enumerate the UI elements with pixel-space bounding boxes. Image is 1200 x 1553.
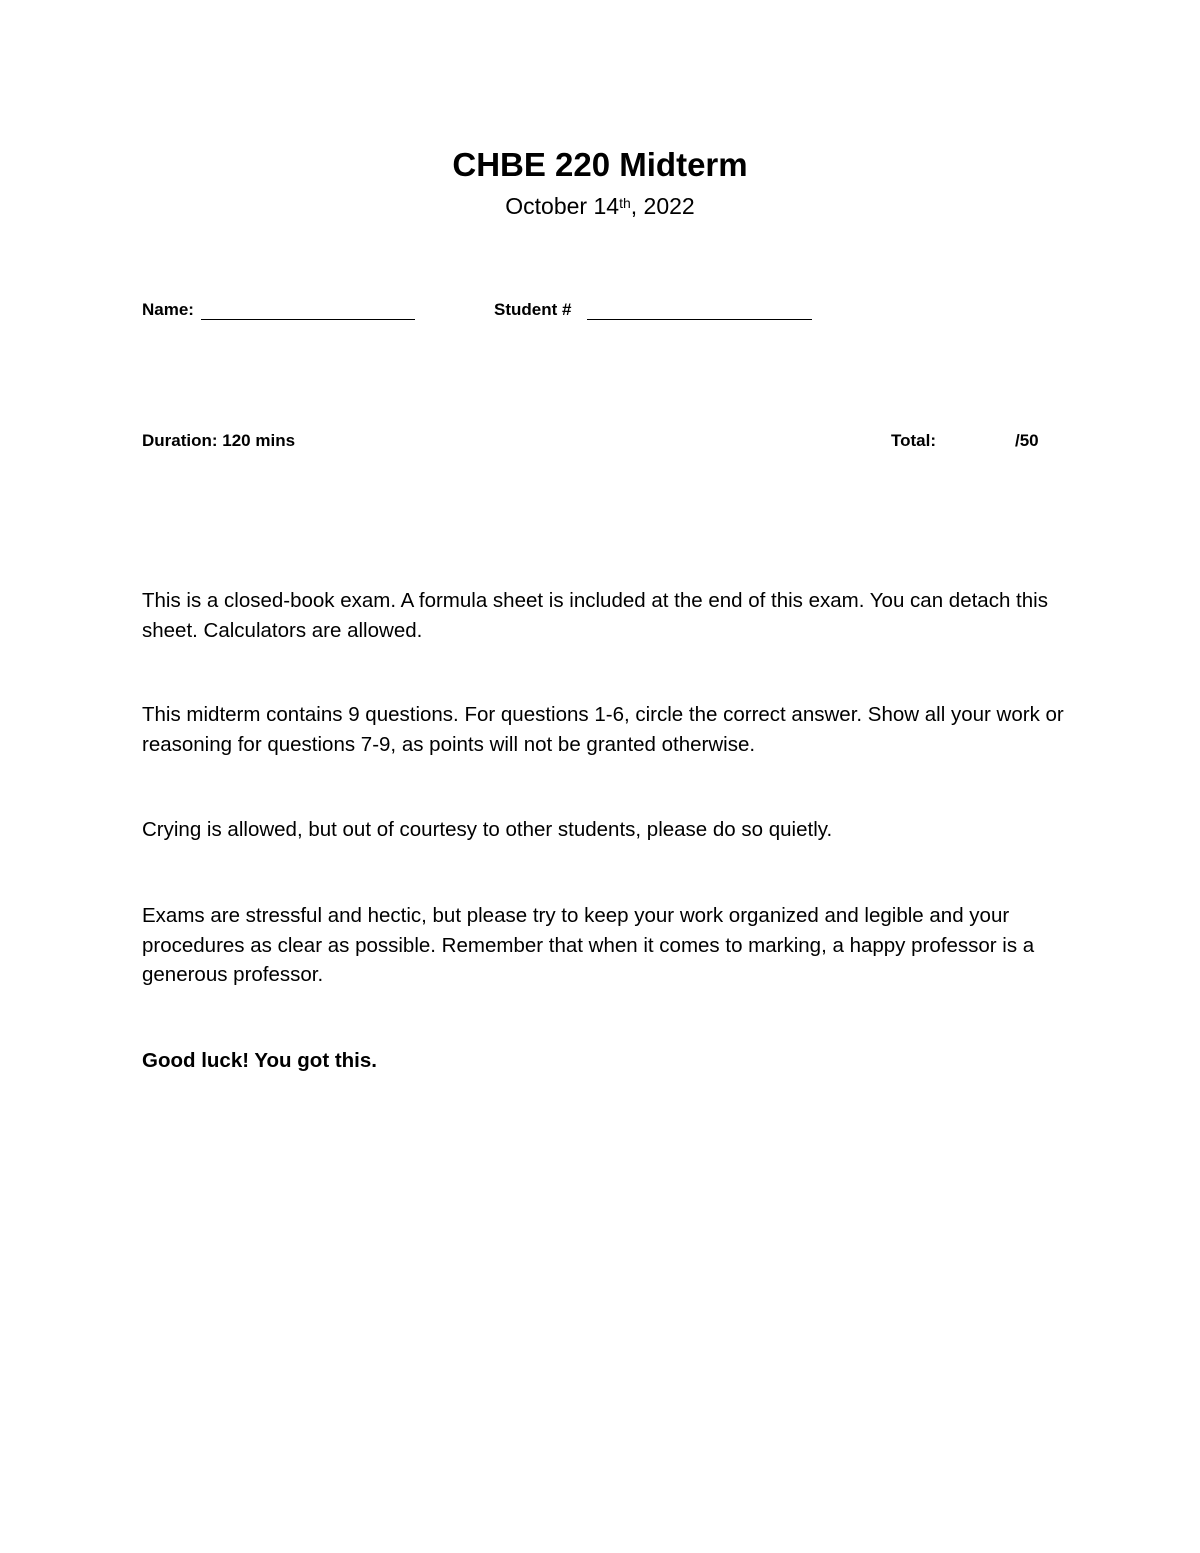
date-superscript: th bbox=[619, 195, 631, 211]
good-luck-message: Good luck! You got this. bbox=[142, 1049, 377, 1072]
instruction-crying: Crying is allowed, but out of courtesy to other students, please do so quietly. bbox=[142, 818, 833, 841]
duration-text: Duration: 120 mins bbox=[142, 431, 296, 450]
name-label: Name: bbox=[142, 300, 194, 319]
date-prefix: October 14 bbox=[505, 193, 620, 219]
exam-title: CHBE 220 Midterm bbox=[452, 146, 748, 183]
total-value: /50 bbox=[1015, 431, 1039, 450]
instruction-closed-book: This is a closed-book exam. A formula sheet is included at the end of this exam. You can detach this sheet. Calculators are allowed. bbox=[142, 589, 1048, 642]
instruction-organized-work: Exams are stressful and hectic, but please try to keep your work organized and legible and your procedures as clear as possible. Remember that when it comes to marking, a happy professor is a generous professor. bbox=[142, 904, 1035, 986]
name-blank-line[interactable] bbox=[201, 319, 415, 320]
total-label: Total: bbox=[891, 431, 937, 450]
student-number-blank-line[interactable] bbox=[587, 319, 812, 320]
student-number-label: Student # bbox=[494, 300, 572, 319]
instruction-questions: This midterm contains 9 questions. For questions 1-6, circle the correct answer. Show all your work or reasoning for questions 7-9, as points will not be granted otherwise. bbox=[142, 703, 1064, 756]
date-suffix: , 2022 bbox=[630, 193, 695, 219]
exam-date bbox=[0, 190, 1200, 222]
